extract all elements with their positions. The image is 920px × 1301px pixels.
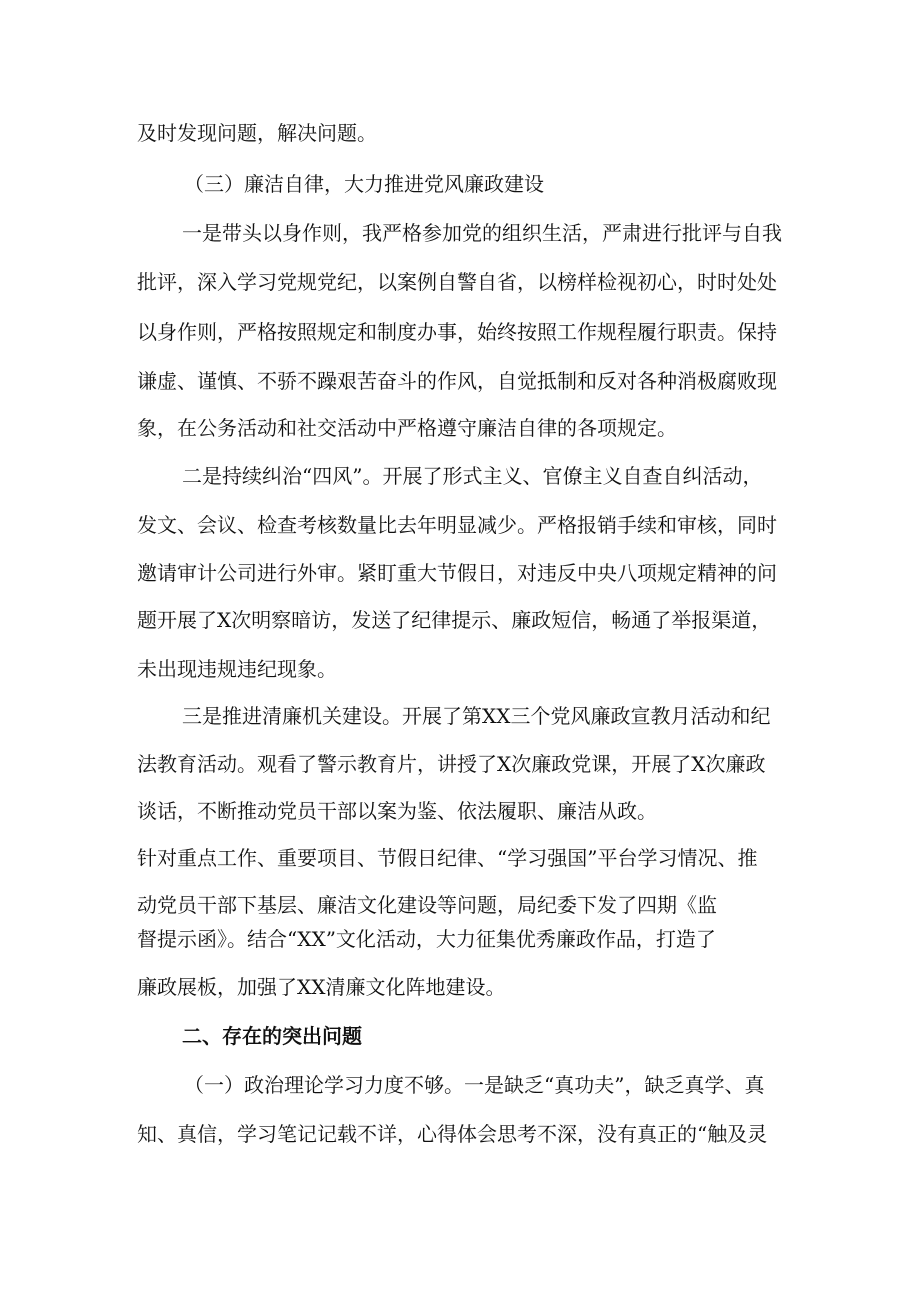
line-text: 知、真信，学习笔记记载不详，心得体会思考不深，没有真正的“触及灵 [137,1122,768,1146]
line-text: 谦虚、谨慎、不骄不躁艰苦奋斗的作风，自觉抵制和反对各种消极腐败现 [137,369,777,393]
line-text: 针对重点工作、重要项目、节假日纪律、“学习强国”平台学习情况、推 [137,846,758,870]
heading-text: （三）廉洁自律，大力推进党风廉政建设 [184,172,544,196]
text-line [0,605,920,635]
text-line [0,843,920,873]
line-text: 象，在公务活动和社交活动中严格遵守廉洁自律的各项规定。 [137,416,677,440]
line-text: 动党员干部下基层、廉洁文化建设等问题，局纪委下发了四期《监 [137,893,717,917]
line-text: 发文、会议、检查考核数量比去年明显减少。严格报销手续和审核，同时 [137,513,777,537]
text-line [0,510,920,540]
line-text: 廉政展板，加强了XX清廉文化阵地建设。 [137,975,506,999]
line-text: 以身作则，严格按照规定和制度办事，始终按照工作规程履行职责。保持 [137,320,777,344]
text-line [0,972,920,1002]
text-line [0,701,920,731]
text-line [0,749,920,779]
heading-text: 二、存在的突出问题 [182,1024,362,1048]
text-line [0,317,920,347]
line-text: 及时发现问题，解决问题。 [137,121,377,145]
line-text: 未出现违规违纪现象。 [137,657,337,681]
line-text: 一是带头以身作则，我严格参加党的组织生活，严肃进行批评与自我 [182,221,782,245]
text-line [0,118,920,148]
text-line [0,654,920,684]
line-text: 谈话，不断推动党员干部以案为鉴、依法履职、廉洁从政。 [137,799,657,823]
text-line [0,218,920,248]
text-line [0,461,920,491]
line-text: 题开展了X次明察暗访，发送了纪律提示、廉政短信，畅通了举报渠道， [137,608,772,632]
line-text: 法教育活动。观看了警示教育片，讲授了X次廉政党课，开展了X次廉政 [137,752,766,776]
text-line [0,1070,920,1100]
text-line [0,267,920,297]
line-text: 批评，深入学习党规党纪，以案例自警自省，以榜样检视初心，时时处处 [137,270,777,294]
text-line [0,558,920,588]
text-line [0,890,920,920]
line-text: 督提示函》。结合“XX”文化活动，大力征集优秀廉政作品，打造了 [137,927,716,951]
text-line [0,796,920,826]
line-text: 三是推进清廉机关建设。开展了第XX三个党风廉政宣教月活动和纪 [182,704,771,728]
line-text: 二是持续纠治“四风”。开展了形式主义、官僚主义自查自纠活动， [182,464,763,488]
section-heading [0,169,920,199]
text-line [0,1119,920,1149]
text-line [0,413,920,443]
text-line [0,366,920,396]
line-text: （一）政治理论学习力度不够。一是缺乏“真功夫”，缺乏真学、真 [184,1073,765,1097]
text-line [0,924,920,954]
line-text: 邀请审计公司进行外审。紧盯重大节假日，对违反中央八项规定精神的问 [137,561,777,585]
section-heading [0,1021,920,1051]
